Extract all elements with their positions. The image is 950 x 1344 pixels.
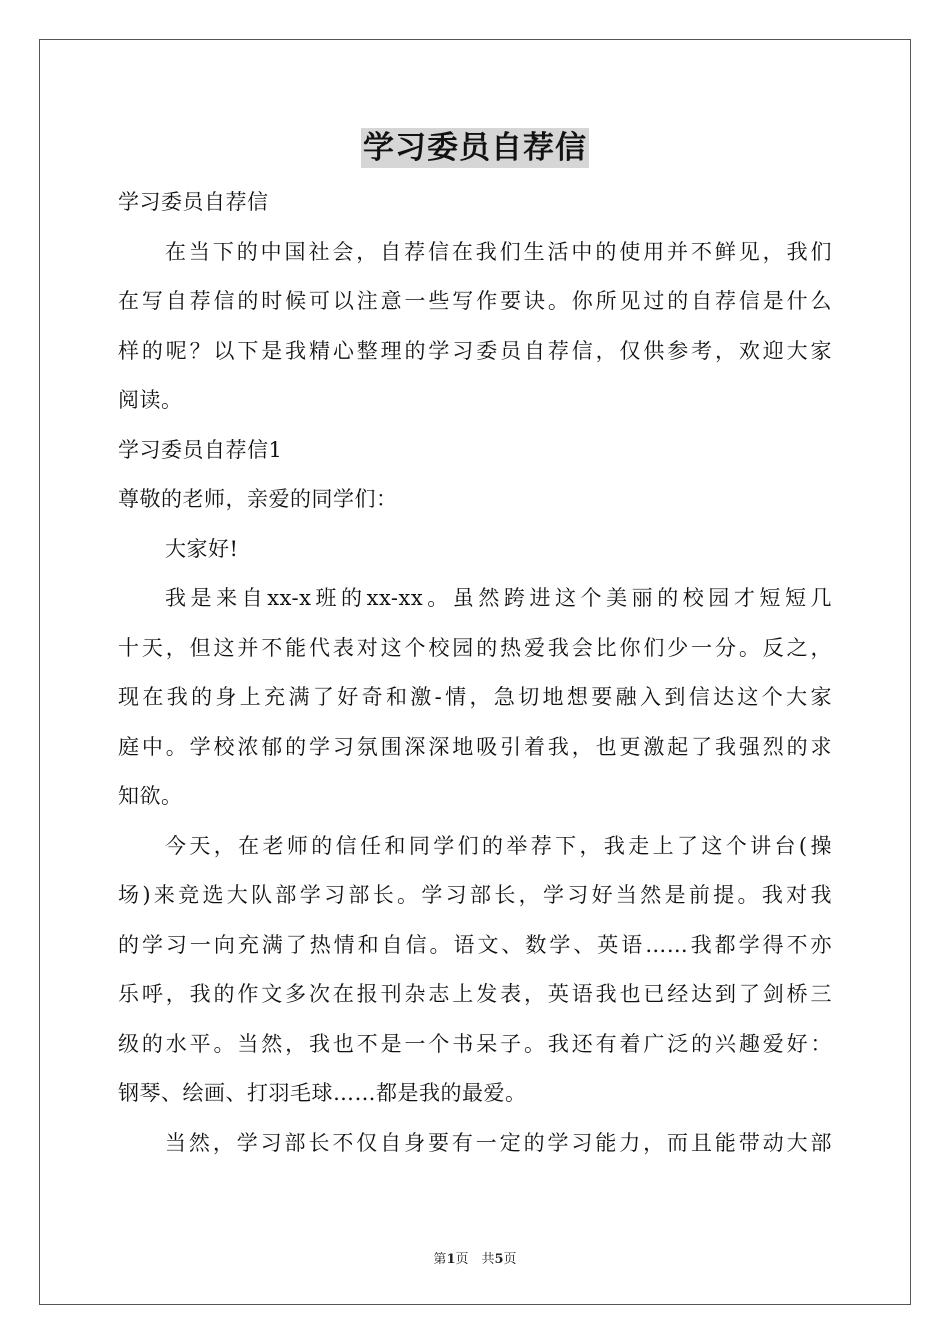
page-footer [0, 1248, 950, 1267]
footer-prefix: 第 [433, 1252, 447, 1267]
text-line: 十天，但这并不能代表对这个校园的热爱我会比你们少一分。反之， [118, 635, 832, 660]
document-title: 学习委员自荐信 [363, 130, 587, 166]
text-line: 知欲。 [118, 784, 183, 808]
text-line: 在写自荐信的时候可以注意一些写作要诀。你所见过的自荐信是什么 [118, 289, 832, 313]
document-body [118, 178, 832, 1168]
footer-mid: 页 共 [455, 1252, 495, 1267]
text-line: 尊敬的老师，亲爱的同学们： [118, 487, 398, 511]
text-line: 钢琴、绘画、打羽毛球……都是我的最爱。 [118, 1081, 527, 1105]
text-line: 样的呢？以下是我精心整理的学习委员自荐信，仅供参考，欢迎大家 [118, 338, 832, 363]
text-line: 级的水平。当然，我也不是一个书呆子。我还有着广泛的兴趣爱好： [118, 1031, 832, 1056]
text-line: 当然，学习部长不仅自身要有一定的学习能力，而且能带动大部 [165, 1130, 832, 1155]
text-line: 乐呼，我的作文多次在报刊杂志上发表，英语我也已经达到了剑桥三 [118, 982, 832, 1006]
text-line: 场)来竞选大队部学习部长。学习部长，学习好当然是前提。我对我 [118, 883, 832, 907]
text-line: 现在我的身上充满了好奇和激-情，急切地想要融入到信达这个大家 [118, 685, 832, 709]
text-line: 学习委员自荐信1 [118, 437, 283, 462]
text-line: 大家好! [165, 536, 239, 561]
text-line: 在当下的中国社会，自荐信在我们生活中的使用并不鲜见，我们 [165, 239, 832, 264]
text-line: 我是来自xx-x班的xx-xx。虽然跨进这个美丽的校园才短短几 [165, 586, 832, 610]
footer-suffix: 页 [503, 1252, 517, 1267]
text-line: 庭中。学校浓郁的学习氛围深深地吸引着我，也更激起了我强烈的求 [118, 734, 832, 759]
text-line: 的学习一向充满了热情和自信。语文、数学、英语……我都学得不亦 [118, 932, 832, 957]
footer-page-total: 5 [494, 1252, 504, 1267]
text-line: 阅读。 [118, 388, 183, 412]
text-line: 学习委员自荐信 [118, 190, 269, 214]
title-container [0, 128, 950, 168]
text-line: 今天，在老师的信任和同学们的举荐下，我走上了这个讲台(操 [165, 833, 832, 858]
footer-page-current: 1 [446, 1252, 456, 1267]
